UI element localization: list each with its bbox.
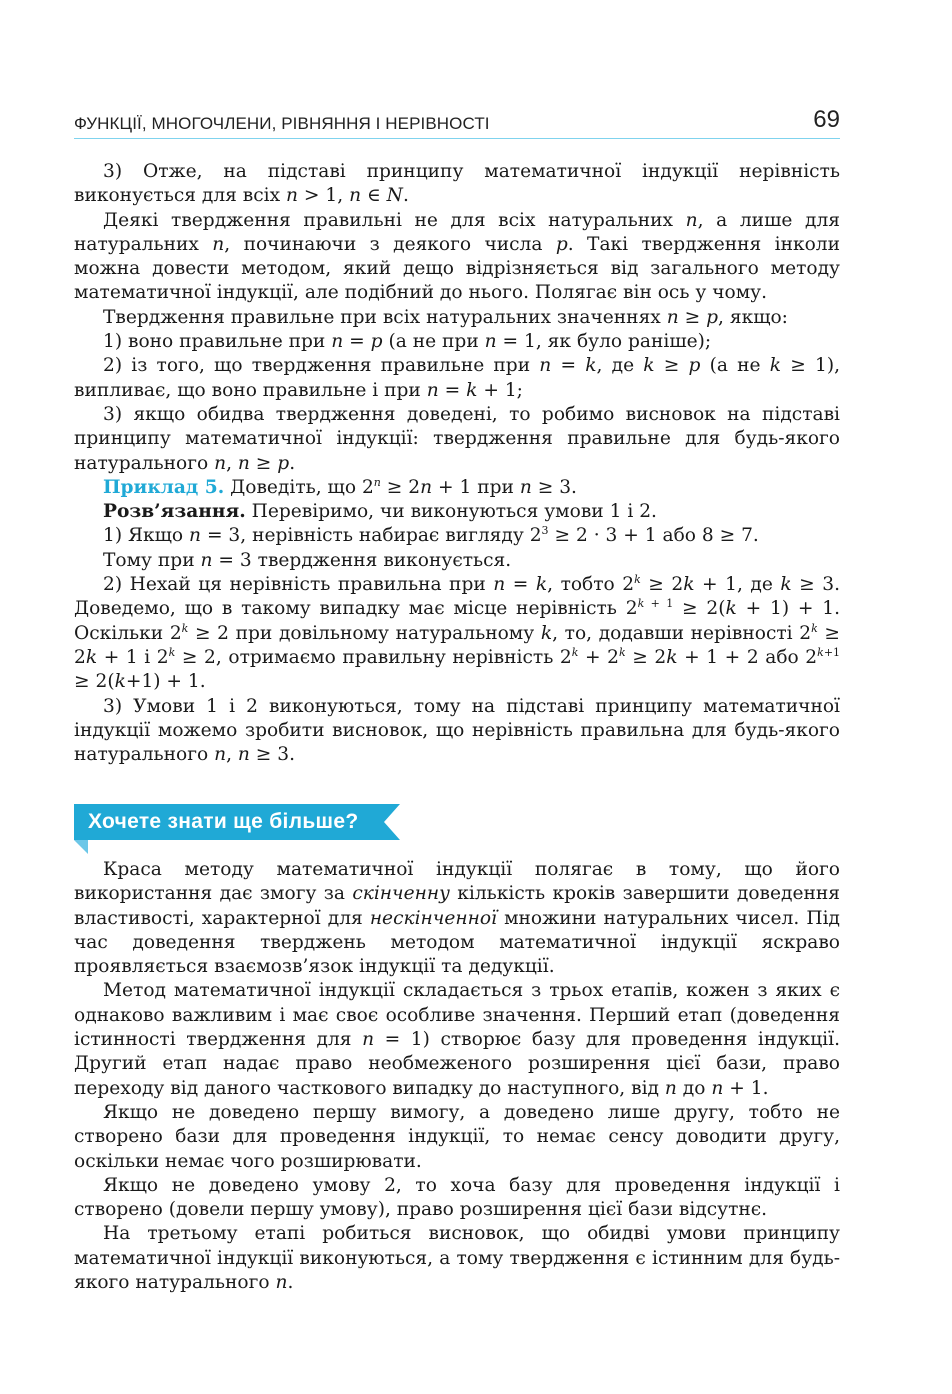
paragraph: Краса методу математичної індукції полягає в тому, що його використання дає змогу за скінченну кількість кроків завершити доведення властивості, характерної для нескінченної множини натуральних чисел. Під час доведення тверджень методом математичної індукції яскраво проявляється взаємозв’язок індукції та дедукції.	[74, 859, 840, 978]
paragraph: 2) Нехай ця нерівність правильна при n = k, тобто $2^k \ge 2k + 1$, де k ≥ 3. Доведемо, що в такому випадку має місце нерівність $2^{k + 1} \ge 2(k + 1) + 1$. Оскільки $2^k \ge 2$ при довільному натуральному k, то, додавши нерівності $2^k \ge 2k + 1$ і $2^k \ge 2$, отримаємо правильну нерівність $2^k + 2^k \ge 2k + 1 + 2$ або $2^{k+1} \ge 2(k+1) + 1$.	[74, 573, 841, 693]
paragraph: 1) воно правильне при n = p (а не при n = 1, як було раніше);	[103, 331, 712, 353]
paragraph: 3) якщо обидва твердження доведені, то робимо висновок на підставі принципу математичної індукції: твердження правильне для будь-якого натурального n, n ≥ p.	[74, 403, 840, 474]
solution-label: Розв’язання.	[103, 501, 246, 523]
chapter-title: ФУНКЦІЇ, МНОГОЧЛЕНИ, РІВНЯННЯ І НЕРІВНОСТІ	[74, 114, 490, 133]
paragraph: Твердження правильне при всіх натуральних значеннях n ≥ p, якщо:	[103, 306, 788, 328]
page-number: 69	[813, 106, 840, 133]
running-header	[74, 106, 840, 139]
paragraph: 3) Умови 1 і 2 виконуються, тому на підставі принципу математичної індукції можемо зробити висновок, що нерівність правильна для будь-якого натурального n, n ≥ 3.	[74, 695, 840, 766]
solution: Розв’язання. Перевіримо, чи виконуються умови 1 і 2.	[103, 501, 657, 523]
paragraph: Деякі твердження правильні не для всіх натуральних n, а лише для натуральних n, починаючи з деякого числа p. Такі твердження інколи можна довести методом, який дещо відрізняється від загального методу математичної індукції, але подібний до нього. Полягає він ось у чому.	[74, 209, 840, 304]
example-label: Приклад 5.	[103, 476, 225, 498]
example: Приклад 5. Доведіть, що $2^n \ge 2n + 1$ при n ≥ 3.	[103, 475, 577, 498]
paragraph: 2) із того, що твердження правильне при n = k, де k ≥ p (а не k ≥ 1), випливає, що воно правильне і при n = k + 1;	[74, 355, 840, 401]
paragraph: 3) Отже, на підставі принципу математичної індукції нерівність виконується для всіх n > 1, n ∈ N.	[74, 161, 840, 207]
section-banner	[74, 804, 400, 840]
main-text	[74, 160, 840, 767]
paragraph: Тому при n = 3 твердження виконується.	[103, 549, 512, 571]
paragraph: На третьому етапі робиться висновок, що обидві умови принципу математичної індукції виконуються, а тому твердження є істинним для будь-якого натурального n.	[74, 1223, 840, 1294]
paragraph: 1) Якщо n = 3, нерівність набирає вигляду $2^3 \ge 2 \cdot 3 + 1$ або 8 ≥ 7.	[103, 524, 759, 547]
sidebar-text	[74, 858, 840, 1295]
paragraph: Якщо не доведено першу вимогу, а доведено лише другу, тобто не створено бази для проведення індукції, то немає сенсу доводити другу, оскільки немає чого розширювати.	[74, 1101, 840, 1172]
paragraph: Якщо не доведено умову 2, то хоча базу для проведення індукції і створено (довели першу умову), право розширення цієї бази відсутнє.	[74, 1174, 840, 1221]
paragraph: Метод математичної індукції складається з трьох етапів, кожен з яких є однаково важливим і має своє особливе значення. Перший етап (доведення істинності твердження для n = 1) створює базу для проведення індукції. Другий етап надає право необмеженого розширення цієї бази, право переходу від даного часткового випадку до наступного, від n до n + 1.	[74, 980, 840, 1099]
banner-title: Хочете знати ще більше?	[88, 810, 359, 833]
